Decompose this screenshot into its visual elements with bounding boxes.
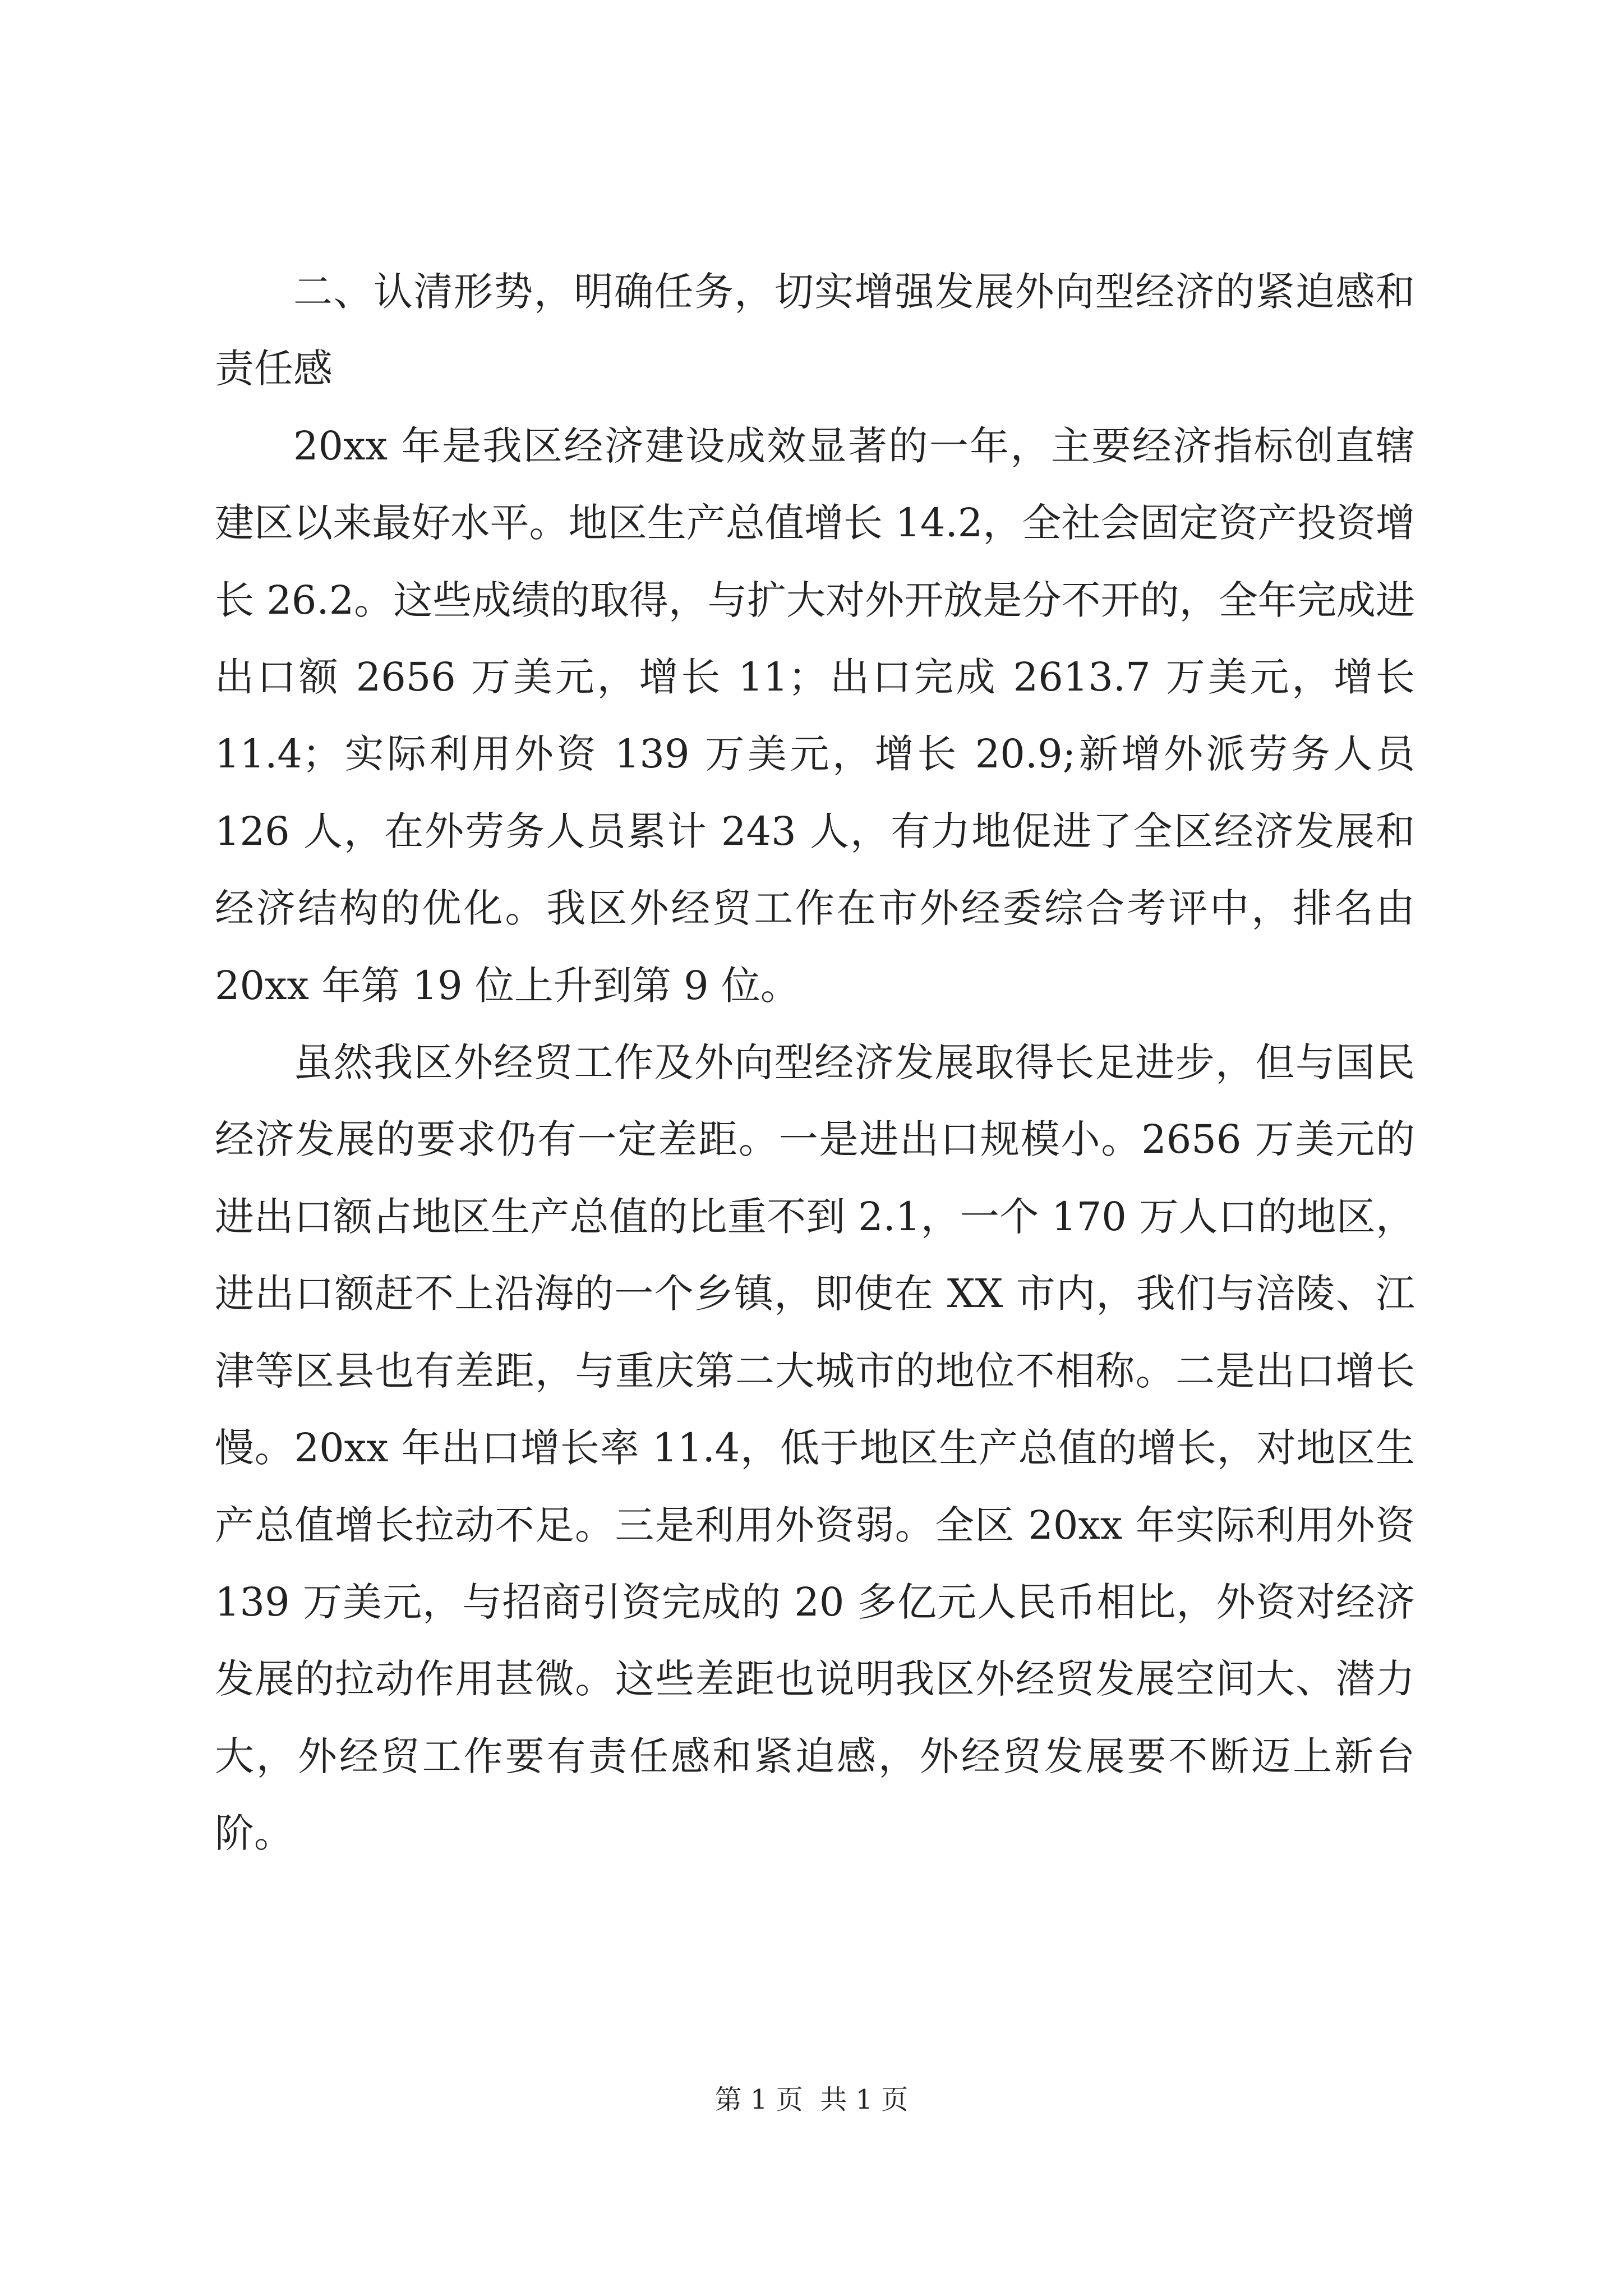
document-body xyxy=(215,254,1415,1872)
paragraph-gaps: 虽然我区外经贸工作及外向型经济发展取得长足进步，但与国民经济发展的要求仍有一定差距。一是进出口规模小。2656 万美元的进出口额占地区生产总值的比重不到 2.1，一个 170 万人口的地区，进出口额赶不上沿海的一个乡镇，即使在 XX 市内，我们与涪陵、江津等区县也有差距，与重庆第二大城市的地位不相称。二是出口增长慢。20xx 年出口增长率 11.4，低于地区生产总值的增长，对地区生产总值增长拉动不足。三是利用外资弱。全区 20xx 年实际利用外资 139 万美元，与招商引资完成的 20 多亿元人民币相比，外资对经济发展的拉动作用甚微。这些差距也说明我区外经贸发展空间大、潜力大，外经贸工作要有责任感和紧迫感，外经贸发展要不断迈上新台阶。 xyxy=(215,1039,1415,1857)
paragraph-achievements: 20xx 年是我区经济建设成效显著的一年，主要经济指标创直辖建区以来最好水平。地区生产总值增长 14.2，全社会固定资产投资增长 26.2。这些成绩的取得，与扩大对外开放是分不开的，全年完成进出口额 2656 万美元，增长 11；出口完成 2613.7 万美元，增长 11.4；实际利用外资 139 万美元，增长 20.9;新增外派劳务人员 126 人，在外劳务人员累计 243 人，有力地促进了全区经济发展和经济结构的优化。我区外经贸工作在市外经委综合考评中，排名由 20xx 年第 19 位上升到第 9 位。 xyxy=(215,422,1415,1009)
section-heading: 二、认清形势，明确任务，切实增强发展外向型经济的紧迫感和责任感 xyxy=(215,269,1415,392)
page-footer: 第 1 页 共 1 页 xyxy=(714,2084,909,2115)
